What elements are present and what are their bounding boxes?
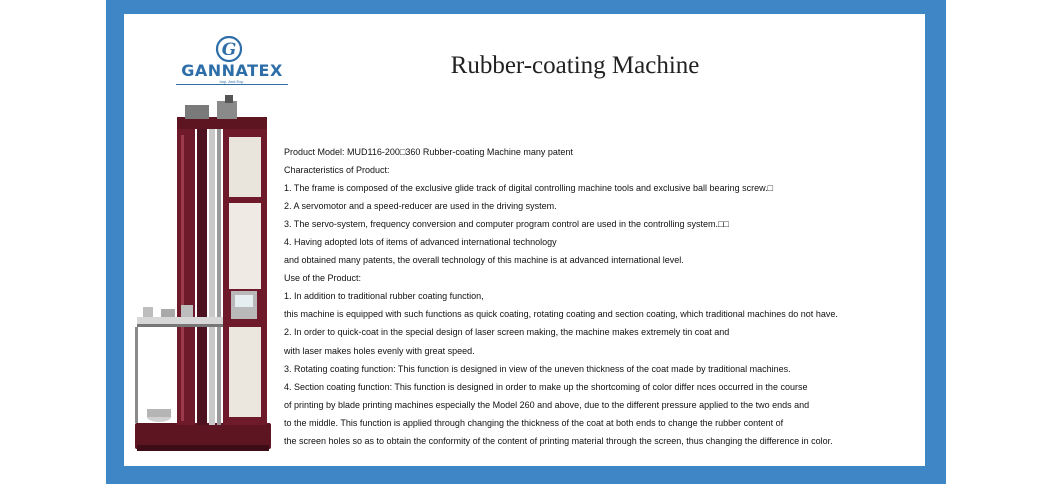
- description-line: with laser makes holes evenly with great speed.: [284, 345, 475, 356]
- description-line: 2. In order to quick-coat in the special design of laser screen making, the machine makes extremely tin coat and: [284, 327, 730, 338]
- description-line-use-heading: Use of the Product:: [284, 273, 362, 284]
- description-line: 1. The frame is composed of the exclusive glide track of digital controlling machine tools and exclusive ball bearing screw.□: [284, 183, 774, 194]
- description-line: 4. Section coating function: This function is designed in order to make up the shortcoming of color differ nces occurred in the course: [284, 381, 808, 392]
- brand-name: GANNATEX: [181, 61, 283, 80]
- description-line: 3. Rotating coating function: This function is designed in view of the uneven thickness of the coat made by traditional machines.: [284, 363, 791, 374]
- description-line: to the middle. This function is applied through changing the thickness of the coat at both ends to change the rubber content of: [284, 417, 784, 428]
- page-title: Rubber-coating Machine: [450, 52, 700, 79]
- logo-underline: [176, 84, 288, 85]
- description-line: of printing by blade printing machines especially the Model 260 and above, due to the different pressure applied to the two ends and: [284, 399, 810, 410]
- description-line: 2. A servomotor and a speed-reducer are used in the driving system.: [284, 201, 557, 212]
- brand-tagline: Imp. And Exp.: [219, 79, 245, 84]
- description-line: 3. The servo-system, frequency conversion and computer program control are used in the controlling system.□□: [284, 219, 729, 230]
- logo-circle-icon: [174, 36, 290, 64]
- rubber-coating-machine-image: [133, 95, 275, 455]
- description-line: 4. Having adopted lots of items of advanced international technology: [284, 237, 557, 248]
- description-line: the screen holes so as to obtain the conformity of the content of printing material through the screen, thus changing the difference in color.: [284, 435, 833, 446]
- description-line: 1. In addition to traditional rubber coating function,: [284, 291, 484, 302]
- description-line: this machine is equipped with such functions as quick coating, rotating coating and section coating, which traditional machines do not have.: [284, 309, 838, 320]
- description-line-characteristics-heading: Characteristics of Product:: [284, 165, 390, 176]
- description-line-product-model: Product Model: MUD116-200□360 Rubber-coating Machine many patent: [284, 147, 573, 157]
- product-description: [284, 146, 919, 453]
- logo-mark: G: [221, 40, 237, 60]
- gannatex-logo: [174, 36, 290, 88]
- description-line: and obtained many patents, the overall technology of this machine is at advanced international level.: [284, 255, 684, 266]
